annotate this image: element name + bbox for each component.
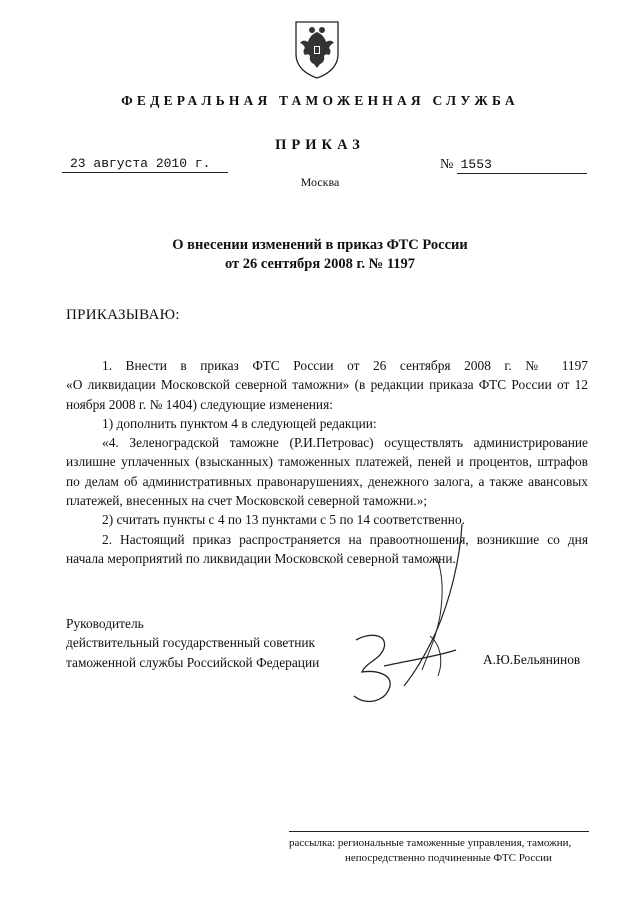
document-type-title: ПРИКАЗ	[275, 137, 365, 153]
mailing-line-2: непосредственно подчиненные ФТС России	[345, 852, 552, 864]
mailing-list-note	[289, 831, 589, 866]
signatory-line-2: действительный государственный советник	[66, 635, 316, 651]
number-symbol: №	[440, 157, 454, 172]
order-directive: ПРИКАЗЫВАЮ:	[66, 307, 180, 323]
heading-line-1: О внесении изменений в приказ ФТС России	[172, 237, 468, 253]
paragraph-amendment-1: 1) дополнить пунктом 4 в следующей редакции:	[102, 415, 377, 431]
signatory-title	[66, 614, 319, 672]
signatory-line-3: таможенной службы Российской Федерации	[66, 654, 320, 670]
paragraph-1-line-1: 1. Внести в приказ ФТС России от 26 сентября 2008 г. № 1197	[102, 358, 588, 373]
order-heading	[0, 236, 640, 274]
agency-name: ФЕДЕРАЛЬНАЯ ТАМОЖЕННАЯ СЛУЖБА	[121, 93, 519, 108]
mailing-line-1: рассылка: региональные таможенные управления, таможни,	[289, 837, 572, 849]
signatory-name: А.Ю.Бельянинов	[483, 652, 581, 667]
paragraph-1-continuation: «О ликвидации Московской северной таможни» (в редакции приказа ФТС России от 12 ноября 2008 г. № 1404) следующие изменения:	[66, 377, 588, 412]
city-name: Москва	[300, 175, 340, 189]
paragraph-2: 2. Настоящий приказ распространяется на правоотношения, возникшие со дня начала мероприятий по ликвидации Московской северной таможни.	[66, 531, 588, 566]
paragraph-new-point-4: «4. Зеленоградской таможне (Р.И.Петровас) осуществлять администрирование излишне уплаченных (взысканных) таможенных платежей, пеней и процентов, штрафов по делам об административных правонарушениях, денежного залога, а также авансовых платежей, внесенных на счет Московской северной таможни.»;	[66, 435, 588, 509]
order-date: 23 августа 2010 г.	[62, 156, 228, 173]
order-number-block	[440, 156, 587, 174]
paragraph-amendment-2: 2) считать пункты с 4 по 13 пунктами с 5 по 14 соответственно.	[102, 512, 465, 528]
coat-of-arms-emblem	[292, 18, 342, 80]
order-number: 1553	[457, 157, 587, 174]
signatory-line-1: Руководитель	[66, 616, 144, 631]
heading-line-2: от 26 сентября 2008 г. № 1197	[224, 256, 416, 272]
handwritten-signature	[332, 520, 522, 720]
